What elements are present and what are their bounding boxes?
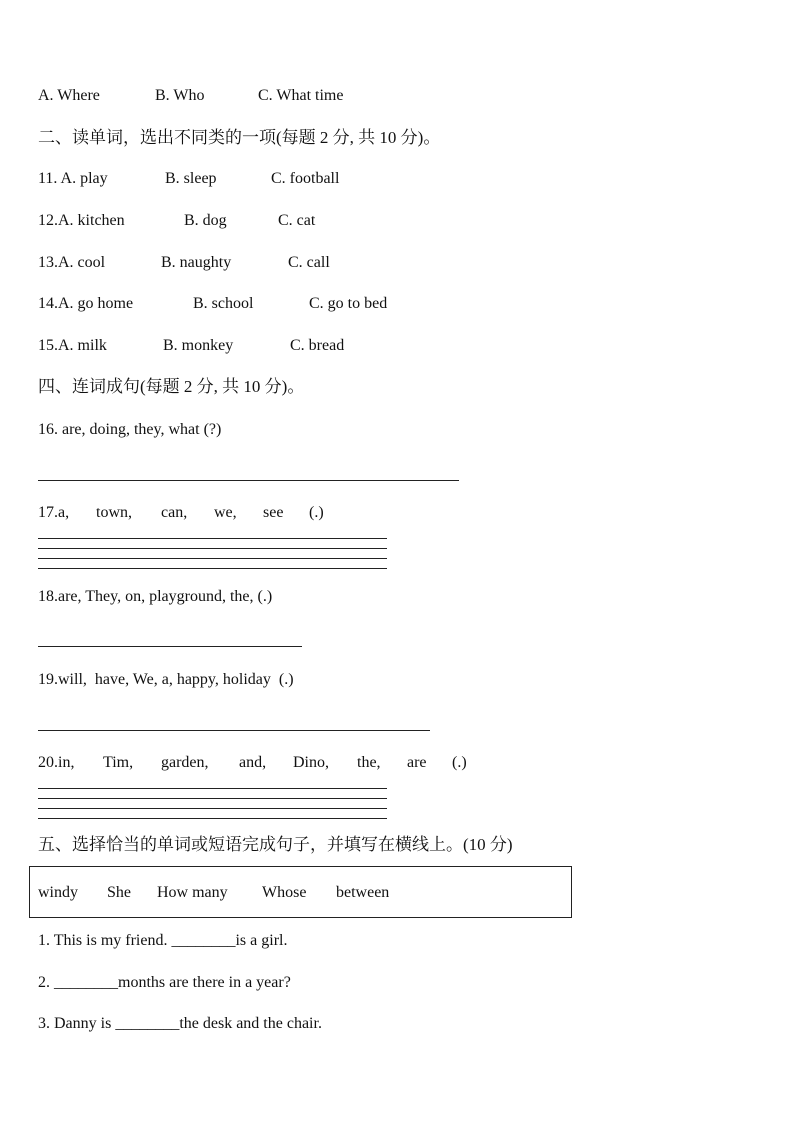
fill-sentence-2: 2. ________months are there in a year? (38, 974, 291, 991)
q17-word: can, (161, 504, 188, 521)
q14-option-b: B. school (193, 295, 254, 312)
q20-word: 20.in, (38, 754, 75, 771)
section5-heading: 五、选择恰当的单词或短语完成句子，并填写在横线上。(10 分) (38, 835, 513, 854)
q11-option-c: C. football (271, 170, 340, 187)
q15-option-c: C. bread (290, 337, 345, 354)
q13-option-a: 13.A. cool (38, 254, 106, 271)
q17-word: town, (96, 504, 132, 521)
q14-option-c: C. go to bed (309, 295, 388, 312)
q20-word: Tim, (103, 754, 134, 771)
option-b: B. Who (155, 87, 205, 104)
option-c: C. What time (258, 87, 344, 104)
word-bank-item: between (336, 884, 390, 901)
q17-answer-line (38, 548, 387, 549)
q15-option-a: 15.A. milk (38, 337, 107, 354)
q20-word: (.) (452, 754, 467, 771)
word-bank-box (29, 866, 572, 918)
q11-option-b: B. sleep (165, 170, 217, 187)
q17-answer-line (38, 568, 387, 569)
q20-answer-line (38, 788, 387, 789)
q11-option-a: 11. A. play (38, 170, 108, 187)
q20-word: and, (239, 754, 267, 771)
section2-heading: 二、读单词，选出不同类的一项(每题 2 分, 共 10 分)。 (38, 128, 441, 147)
q18-answer-line (38, 646, 302, 647)
q20-answer-line (38, 798, 387, 799)
q20-word: Dino, (293, 754, 329, 771)
word-bank-item: Whose (262, 884, 307, 901)
q17-answer-line (38, 558, 387, 559)
q16-answer-line (38, 480, 459, 481)
q12-option-c: C. cat (278, 212, 316, 229)
q19-answer-line (38, 730, 430, 731)
question-16-prompt: 16. are, doing, they, what (?) (38, 421, 222, 438)
word-bank-item: How many (157, 884, 228, 901)
q14-option-a: 14.A. go home (38, 295, 134, 312)
q20-answer-line (38, 818, 387, 819)
q17-word: we, (214, 504, 237, 521)
q17-word: (.) (309, 504, 324, 521)
q13-option-b: B. naughty (161, 254, 232, 271)
q15-option-b: B. monkey (163, 337, 234, 354)
q20-word: garden, (161, 754, 209, 771)
q17-word: 17.a, (38, 504, 70, 521)
q20-word: the, (357, 754, 381, 771)
q12-option-b: B. dog (184, 212, 227, 229)
section4-heading: 四、连词成句(每题 2 分, 共 10 分)。 (38, 377, 305, 396)
fill-sentence-1: 1. This is my friend. ________is a girl. (38, 932, 288, 949)
q13-option-c: C. call (288, 254, 330, 271)
q17-answer-line (38, 538, 387, 539)
q20-answer-line (38, 808, 387, 809)
word-bank-item: She (107, 884, 131, 901)
question-19-prompt: 19.will, have, We, a, happy, holiday (.) (38, 671, 294, 688)
question-18-prompt: 18.are, They, on, playground, the, (.) (38, 588, 273, 605)
q17-word: see (263, 504, 284, 521)
q12-option-a: 12.A. kitchen (38, 212, 125, 229)
word-bank-item: windy (38, 884, 78, 901)
q20-word: are (407, 754, 427, 771)
fill-sentence-3: 3. Danny is ________the desk and the chair. (38, 1015, 322, 1032)
option-a: A. Where (38, 87, 100, 104)
